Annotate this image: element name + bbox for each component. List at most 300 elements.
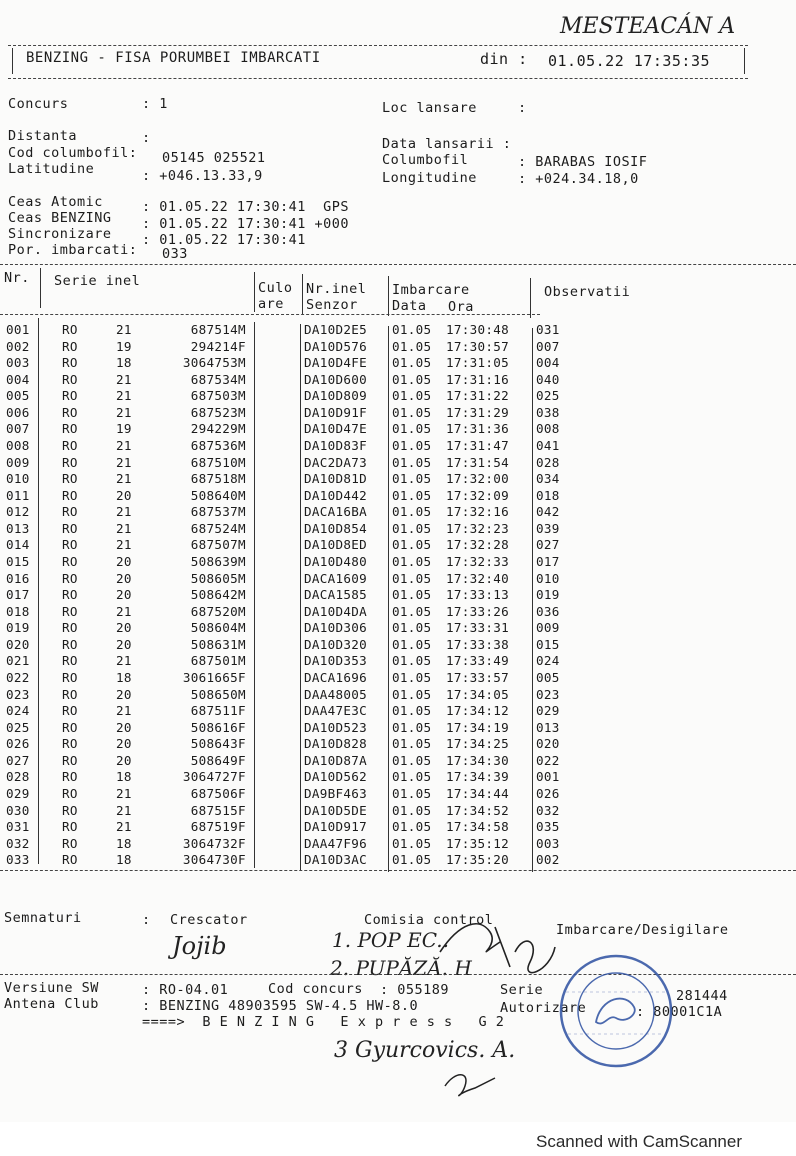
table-row [0, 786, 796, 800]
cell-nr: 023 [6, 686, 30, 702]
cell-time: 17:35:20 [446, 852, 510, 868]
cell-nr: 010 [6, 471, 30, 487]
cell-country: RO [62, 835, 78, 851]
cell-obs: 022 [536, 752, 560, 768]
comisia-control-label: Comisia control [364, 912, 494, 928]
cell-date: 01.05 [392, 603, 432, 619]
cell-country: RO [62, 785, 78, 801]
cell-year: 18 [116, 355, 132, 371]
cell-country: RO [62, 520, 78, 536]
crescator-signature: Jojib [172, 932, 227, 960]
autorizare-label: Autorizare [500, 1000, 587, 1016]
cell-year: 20 [116, 487, 132, 503]
cell-time: 17:33:57 [446, 669, 510, 685]
cell-sex: M [238, 471, 246, 487]
cell-date: 01.05 [392, 570, 432, 586]
data-lansarii-label: Data lansarii : [382, 136, 512, 152]
document-title: BENZING - FISA PORUMBEI IMBARCATI [26, 50, 321, 66]
cell-year: 20 [116, 636, 132, 652]
col-header-nr: Nr. [4, 270, 30, 286]
ceas-atomic-value: : 01.05.22 17:30:41 GPS [142, 199, 350, 215]
cell-date: 01.05 [392, 537, 432, 553]
header-left-border [12, 48, 13, 74]
cell-year: 21 [116, 471, 132, 487]
table-row [0, 504, 796, 518]
cell-sex: M [238, 404, 246, 420]
scan-footer [0, 1122, 796, 1156]
por-imbarcati-label: Por. imbarcati: [8, 242, 138, 258]
cell-sensor: DA10D600 [304, 371, 368, 387]
cell-ring: 508616 [190, 719, 238, 735]
table-row [0, 421, 796, 435]
cell-year: 20 [116, 620, 132, 636]
cell-ring: 3064727 [182, 769, 238, 785]
cell-time: 17:31:05 [446, 355, 510, 371]
antena-club-value: : BENZING 48903595 SW-4.5 HW-8.0 [142, 998, 419, 1014]
cell-ring: 687523 [190, 404, 238, 420]
cell-date: 01.05 [392, 553, 432, 569]
cell-ring: 508650 [190, 686, 238, 702]
table-row [0, 388, 796, 402]
ceas-atomic-label: Ceas Atomic [8, 194, 103, 210]
cell-sensor: DA10D91F [304, 404, 368, 420]
cell-sensor: DA10D809 [304, 388, 368, 404]
cell-ring: 3064732 [182, 835, 238, 851]
table-row [0, 322, 796, 336]
cell-time: 17:32:33 [446, 553, 510, 569]
cell-sensor: DA10D2E5 [304, 322, 368, 337]
bottom-signature-scribble [440, 1066, 500, 1102]
cell-sensor: DAA47F96 [304, 835, 368, 851]
cell-obs: 029 [536, 703, 560, 719]
cell-obs: 013 [536, 719, 560, 735]
cell-obs: 002 [536, 852, 560, 868]
cell-sensor: DACA1609 [304, 570, 368, 586]
cell-sex: F [238, 819, 246, 835]
cell-obs: 039 [536, 520, 560, 536]
cell-country: RO [62, 487, 78, 503]
cell-date: 01.05 [392, 421, 432, 437]
cell-country: RO [62, 454, 78, 470]
cell-country: RO [62, 802, 78, 818]
cell-country: RO [62, 653, 78, 669]
cell-time: 17:34:30 [446, 752, 510, 768]
cell-date: 01.05 [392, 520, 432, 536]
cell-country: RO [62, 636, 78, 652]
cell-country: RO [62, 504, 78, 520]
col-header-observatii: Observatii [544, 284, 631, 300]
cell-ring: 508639 [190, 553, 238, 569]
cell-ring: 3064753 [182, 355, 238, 371]
cell-time: 17:33:13 [446, 587, 510, 603]
longitudine-label: Longitudine [382, 170, 477, 186]
cell-nr: 020 [6, 636, 30, 652]
col-header-nrinel: Nr.inel [306, 281, 367, 297]
cell-sensor: DA10D523 [304, 719, 368, 735]
table-row [0, 720, 796, 734]
cell-country: RO [62, 421, 78, 437]
cell-sex: F [238, 752, 246, 768]
cell-date: 01.05 [392, 719, 432, 735]
table-row [0, 537, 796, 551]
cod-concurs-label: Cod concurs [268, 981, 363, 997]
cell-sex: M [238, 553, 246, 569]
cell-sex: F [238, 719, 246, 735]
cell-year: 20 [116, 570, 132, 586]
table-header-rule [0, 314, 540, 315]
cell-ring: 508605 [190, 570, 238, 586]
cell-year: 21 [116, 603, 132, 619]
handwritten-line2: 2. PUPĂZĂ. H [330, 956, 472, 980]
cell-time: 17:30:48 [446, 322, 510, 337]
cell-sex: F [238, 703, 246, 719]
cell-sensor: DA10D353 [304, 653, 368, 669]
serie-label: Serie [500, 982, 544, 998]
handwritten-note-top: MESTEACÁN A [560, 14, 736, 39]
cell-time: 17:35:12 [446, 835, 510, 851]
cell-time: 17:33:49 [446, 653, 510, 669]
cell-obs: 028 [536, 454, 560, 470]
cell-sensor: DA10D917 [304, 819, 368, 835]
din-value: 01.05.22 17:35:35 [548, 52, 711, 70]
cell-year: 20 [116, 686, 132, 702]
cell-country: RO [62, 736, 78, 752]
cell-obs: 026 [536, 785, 560, 801]
cell-year: 18 [116, 852, 132, 868]
cell-obs: 041 [536, 437, 560, 453]
cell-nr: 018 [6, 603, 30, 619]
table-row [0, 637, 796, 651]
crescator-label: Crescator [170, 912, 248, 928]
cell-ring: 687519 [190, 819, 238, 835]
cell-nr: 008 [6, 437, 30, 453]
cell-nr: 033 [6, 852, 30, 868]
cell-ring: 687524 [190, 520, 238, 536]
cell-sensor: DA9BF463 [304, 785, 368, 801]
cell-date: 01.05 [392, 769, 432, 785]
cell-nr: 031 [6, 819, 30, 835]
cell-time: 17:32:09 [446, 487, 510, 503]
cell-ring: 508649 [190, 752, 238, 768]
cell-nr: 025 [6, 719, 30, 735]
cell-sex: M [238, 620, 246, 636]
cell-ring: 508604 [190, 620, 238, 636]
cell-country: RO [62, 719, 78, 735]
cell-date: 01.05 [392, 487, 432, 503]
cell-time: 17:31:36 [446, 421, 510, 437]
cell-time: 17:33:31 [446, 620, 510, 636]
cell-year: 19 [116, 338, 132, 354]
table-row [0, 554, 796, 568]
loc-lansare-value: : [518, 100, 527, 116]
cell-sex: F [238, 669, 246, 685]
cell-year: 21 [116, 404, 132, 420]
cell-year: 20 [116, 752, 132, 768]
cell-time: 17:31:16 [446, 371, 510, 387]
cell-time: 17:32:00 [446, 471, 510, 487]
cell-obs: 017 [536, 553, 560, 569]
cell-country: RO [62, 355, 78, 371]
sincronizare-value: : 01.05.22 17:30:41 [142, 232, 306, 248]
cell-ring: 508642 [190, 587, 238, 603]
cell-sensor: DAA48005 [304, 686, 368, 702]
cell-time: 17:32:23 [446, 520, 510, 536]
footer-rule [0, 974, 796, 975]
cell-country: RO [62, 603, 78, 619]
table-row [0, 687, 796, 701]
cell-sex: M [238, 421, 246, 437]
cell-obs: 025 [536, 388, 560, 404]
cell-country: RO [62, 322, 78, 337]
cell-year: 21 [116, 322, 132, 337]
cell-nr: 011 [6, 487, 30, 503]
cell-date: 01.05 [392, 819, 432, 835]
cell-ring: 3064730 [182, 852, 238, 868]
cell-time: 17:34:12 [446, 703, 510, 719]
cell-year: 21 [116, 437, 132, 453]
table-row [0, 753, 796, 767]
cell-sex: M [238, 570, 246, 586]
cell-sensor: DA10D306 [304, 620, 368, 636]
cell-ring: 687537 [190, 504, 238, 520]
cell-sensor: DA10D442 [304, 487, 368, 503]
table-row [0, 355, 796, 369]
cell-time: 17:31:29 [446, 404, 510, 420]
cell-country: RO [62, 437, 78, 453]
cell-nr: 005 [6, 388, 30, 404]
cell-time: 17:34:52 [446, 802, 510, 818]
cell-ring: 687506 [190, 785, 238, 801]
cell-country: RO [62, 553, 78, 569]
cell-year: 21 [116, 703, 132, 719]
sincronizare-label: Sincronizare [8, 226, 112, 242]
table-row [0, 670, 796, 684]
cell-sex: F [238, 785, 246, 801]
table-top-rule [0, 264, 796, 265]
cell-time: 17:34:58 [446, 819, 510, 835]
cell-ring: 687501 [190, 653, 238, 669]
cell-sex: M [238, 322, 246, 337]
cell-sensor: DA10D562 [304, 769, 368, 785]
cell-obs: 035 [536, 819, 560, 835]
cell-obs: 001 [536, 769, 560, 785]
col-header-imbarcare: Imbarcare [392, 282, 470, 298]
concurs-label: Concurs [8, 96, 69, 112]
cell-nr: 029 [6, 785, 30, 801]
cell-time: 17:34:25 [446, 736, 510, 752]
cell-obs: 040 [536, 371, 560, 387]
cell-sensor: DACA1585 [304, 587, 368, 603]
table-row [0, 803, 796, 817]
cell-nr: 032 [6, 835, 30, 851]
table-row [0, 703, 796, 717]
cell-year: 21 [116, 371, 132, 387]
cell-nr: 030 [6, 802, 30, 818]
cell-date: 01.05 [392, 471, 432, 487]
cell-sex: F [238, 852, 246, 868]
cell-obs: 010 [536, 570, 560, 586]
cell-obs: 020 [536, 736, 560, 752]
cell-sensor: DAA47E3C [304, 703, 368, 719]
cell-sex: F [238, 338, 246, 354]
table-row [0, 571, 796, 585]
cell-sensor: DA10D4DA [304, 603, 368, 619]
table-row [0, 339, 796, 353]
cell-nr: 007 [6, 421, 30, 437]
cell-country: RO [62, 371, 78, 387]
cell-ring: 687534 [190, 371, 238, 387]
cell-sensor: DA10D828 [304, 736, 368, 752]
cell-nr: 019 [6, 620, 30, 636]
cell-date: 01.05 [392, 587, 432, 603]
cell-sensor: DA10D8ED [304, 537, 368, 553]
table-row [0, 587, 796, 601]
versiune-value: : RO-04.01 [142, 982, 229, 998]
cell-date: 01.05 [392, 504, 432, 520]
cell-sensor: DA10D83F [304, 437, 368, 453]
cell-country: RO [62, 620, 78, 636]
cell-country: RO [62, 819, 78, 835]
cell-nr: 028 [6, 769, 30, 785]
cell-sensor: DA10D5DE [304, 802, 368, 818]
cell-sex: M [238, 355, 246, 371]
cell-nr: 001 [6, 322, 30, 337]
cell-sex: F [238, 802, 246, 818]
cell-date: 01.05 [392, 404, 432, 420]
handwritten-line3: 3 Gyurcovics. A. [334, 1038, 516, 1063]
cell-obs: 027 [536, 537, 560, 553]
cell-sensor: DA10D854 [304, 520, 368, 536]
cell-date: 01.05 [392, 454, 432, 470]
cell-nr: 017 [6, 587, 30, 603]
din-label: din : [480, 50, 528, 68]
cell-nr: 022 [6, 669, 30, 685]
cell-sex: F [238, 835, 246, 851]
cell-sensor: DA10D87A [304, 752, 368, 768]
cell-ring: 687507 [190, 537, 238, 553]
cell-time: 17:33:26 [446, 603, 510, 619]
cell-year: 21 [116, 454, 132, 470]
cell-nr: 015 [6, 553, 30, 569]
por-imbarcati-value: 033 [162, 246, 188, 262]
cell-time: 17:30:57 [446, 338, 510, 354]
header-top-rule [8, 45, 748, 46]
versiune-label: Versiune SW [4, 980, 99, 996]
cell-ring: 687515 [190, 802, 238, 818]
cell-sex: M [238, 537, 246, 553]
semnaturi-label: Semnaturi [4, 910, 82, 926]
cell-year: 20 [116, 736, 132, 752]
cell-sensor: DA10D320 [304, 636, 368, 652]
cell-ring: 687511 [190, 703, 238, 719]
cell-country: RO [62, 669, 78, 685]
ceas-benzing-value: : 01.05.22 17:30:41 +000 [142, 216, 350, 232]
col-header-data: Data [392, 298, 427, 314]
cell-date: 01.05 [392, 686, 432, 702]
cell-nr: 004 [6, 371, 30, 387]
columbofil-label: Columbofil [382, 152, 469, 168]
cell-ring: 687514 [190, 322, 238, 337]
cell-year: 20 [116, 587, 132, 603]
table-row [0, 471, 796, 485]
cell-sex: M [238, 437, 246, 453]
cell-sex: M [238, 487, 246, 503]
cod-columbofil-label: Cod columbofil: [8, 145, 138, 161]
cell-time: 17:33:38 [446, 636, 510, 652]
col-divider-nr-head [40, 268, 41, 308]
latitudine-label: Latitudine [8, 161, 95, 177]
cell-sex: F [238, 769, 246, 785]
cell-country: RO [62, 752, 78, 768]
club-stamp [556, 952, 676, 1070]
imbarcare-desigilare-label: Imbarcare/Desigilare [556, 922, 729, 938]
cell-date: 01.05 [392, 388, 432, 404]
col-divider-culo-head [254, 272, 255, 312]
col-header-serie: Serie inel [54, 273, 141, 289]
cell-country: RO [62, 852, 78, 868]
cell-ring: 508643 [190, 736, 238, 752]
cell-date: 01.05 [392, 371, 432, 387]
cell-sex: M [238, 587, 246, 603]
cell-nr: 003 [6, 355, 30, 371]
col-header-senzor: Senzor [306, 297, 358, 313]
cell-country: RO [62, 587, 78, 603]
cell-sensor: DA10D47E [304, 421, 368, 437]
concurs-value: : 1 [142, 96, 168, 112]
cell-time: 17:32:16 [446, 504, 510, 520]
cell-ring: 3061665 [182, 669, 238, 685]
cell-nr: 021 [6, 653, 30, 669]
cell-obs: 034 [536, 471, 560, 487]
cell-sex: M [238, 636, 246, 652]
cell-sex: M [238, 504, 246, 520]
semnaturi-colon: : [142, 912, 151, 928]
table-row [0, 438, 796, 452]
cell-sex: M [238, 603, 246, 619]
cell-time: 17:34:44 [446, 785, 510, 801]
cell-time: 17:31:54 [446, 454, 510, 470]
cell-sex: M [238, 371, 246, 387]
col-header-ora: Ora [448, 299, 474, 315]
antena-club-label: Antena Club [4, 996, 99, 1012]
cell-sex: M [238, 388, 246, 404]
cell-date: 01.05 [392, 437, 432, 453]
cell-nr: 024 [6, 703, 30, 719]
distanta-value: : [142, 130, 151, 146]
cell-nr: 009 [6, 454, 30, 470]
cod-concurs-value: : 055189 [380, 982, 450, 998]
col-header-are: are [258, 296, 284, 312]
cell-obs: 008 [536, 421, 560, 437]
table-row [0, 819, 796, 833]
cell-obs: 042 [536, 504, 560, 520]
cell-sensor: DA10D576 [304, 338, 368, 354]
cell-ring: 508631 [190, 636, 238, 652]
col-divider-imb-head [388, 276, 389, 316]
table-row [0, 521, 796, 535]
cell-obs: 015 [536, 636, 560, 652]
cell-country: RO [62, 537, 78, 553]
cell-nr: 002 [6, 338, 30, 354]
cell-ring: 687503 [190, 388, 238, 404]
cell-time: 17:31:47 [446, 437, 510, 453]
cell-sensor: DACA1696 [304, 669, 368, 685]
cell-date: 01.05 [392, 322, 432, 337]
cell-sensor: DA10D4FE [304, 355, 368, 371]
cell-date: 01.05 [392, 736, 432, 752]
cell-year: 21 [116, 520, 132, 536]
cod-columbofil-value: 05145 025521 [162, 150, 266, 166]
